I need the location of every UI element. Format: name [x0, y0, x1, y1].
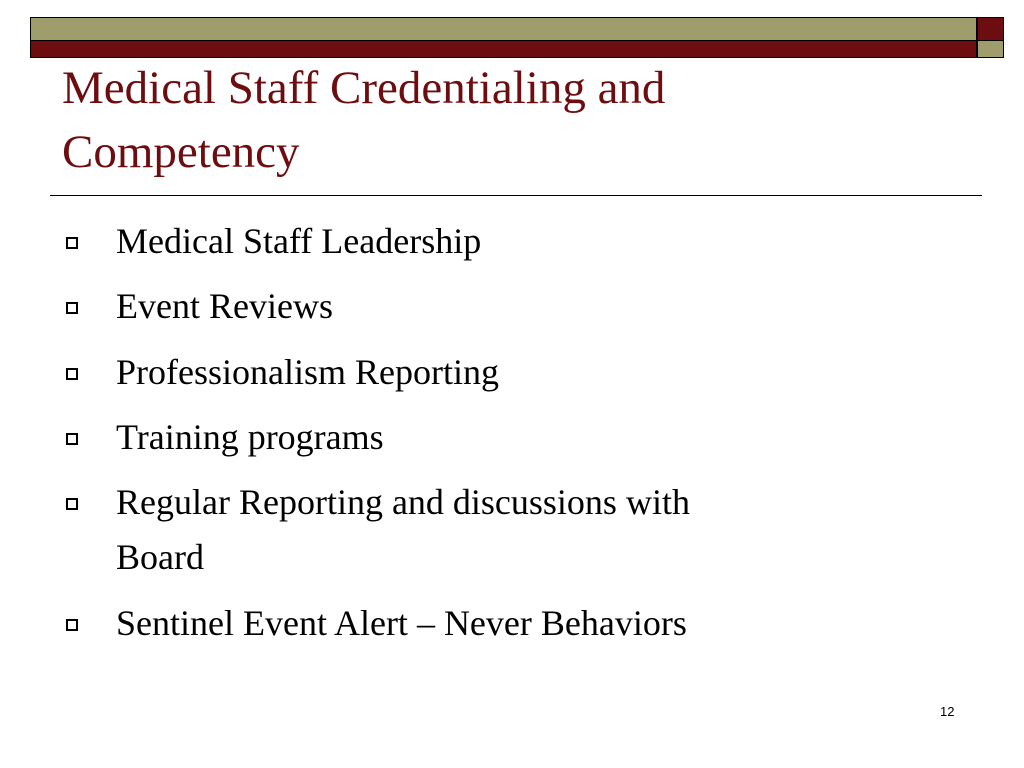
hollow-square-icon [66, 433, 78, 445]
hollow-square-icon [66, 237, 78, 249]
slide-number: 12 [940, 704, 955, 719]
bullet-text: Medical Staff Leadership [116, 221, 482, 261]
slide-title-line: Competency [62, 126, 300, 178]
corner-square-olive [977, 40, 1004, 58]
bullet-text: Regular Reporting and discussions with Board [116, 482, 690, 577]
slide-title [62, 56, 962, 184]
bullet-text: Training programs [116, 417, 384, 457]
corner-square-red [977, 17, 1004, 41]
header-band-olive [30, 17, 977, 41]
bullet-text: Sentinel Event Alert – Never Behaviors [116, 603, 687, 643]
hollow-square-icon [66, 619, 78, 631]
bullet-text: Event Reviews [116, 286, 333, 326]
slide-title-line: Medical Staff Credentialing and [62, 62, 666, 114]
hollow-square-icon [66, 368, 78, 380]
bullet-text: Professionalism Reporting [116, 352, 499, 392]
hollow-square-icon [66, 302, 78, 314]
hollow-square-icon [66, 498, 78, 510]
title-divider [50, 195, 982, 196]
